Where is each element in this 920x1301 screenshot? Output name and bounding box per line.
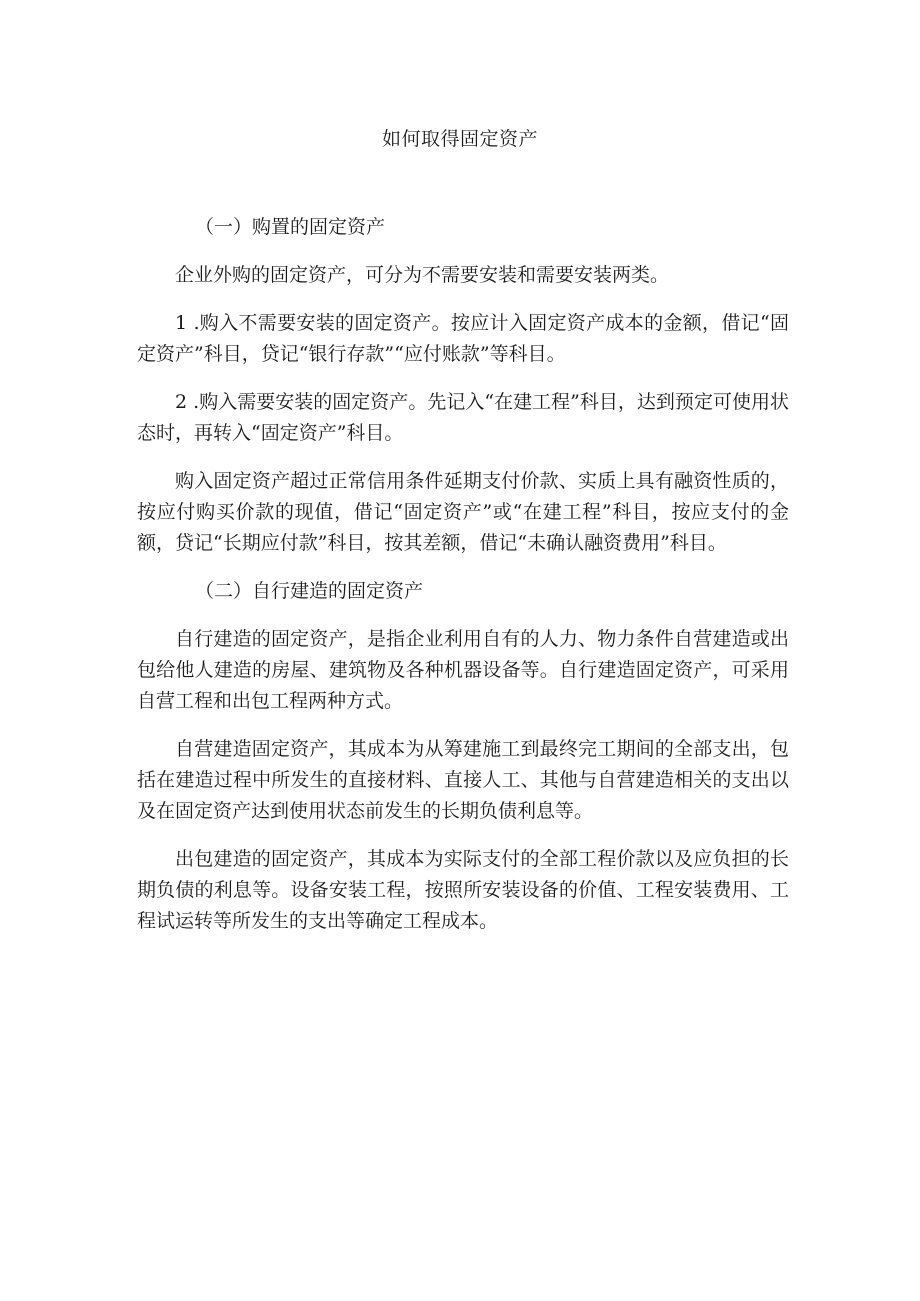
paragraph: 自行建造的固定资产，是指企业利用自有的人力、物力条件自营建造或出包给他人建造的房屋、建筑物及各种机器设备等。自行建造固定资产，可采用自营工程和出包工程两种方式。 <box>137 628 789 712</box>
document-title: 如何取得固定资产 <box>381 128 538 150</box>
paragraph: 企业外购的固定资产，可分为不需要安装和需要安装两类。 <box>175 264 670 286</box>
document-body <box>137 212 789 954</box>
paragraph: 出包建造的固定资产，其成本为实际支付的全部工程价款以及应负担的长期负债的利息等。设备安装工程，按照所安装设备的价值、工程安装费用、工程试运转等所发生的支出等确定工程成本。 <box>137 848 789 932</box>
section-heading-purchase: （一）购置的固定资产 <box>195 216 386 238</box>
paragraph: 自营建造固定资产，其成本为从筹建施工到最终完工期间的全部支出，包括在建造过程中所发生的直接材料、直接人工、其他与自营建造相关的支出以及在固定资产达到使用状态前发生的长期负债利息等。 <box>137 738 789 822</box>
paragraph: 购入固定资产超过正常信用条件延期支付价款、实质上具有融资性质的，按应付购买价款的现值，借记“固定资产”或“在建工程”科目，按应支付的金额，贷记“长期应付款”科目，按其差额，借记“未确认融资费用”科目。 <box>137 470 789 554</box>
paragraph: 2 .购入需要安装的固定资产。先记入“在建工程”科目，达到预定可使用状态时，再转入“固定资产”科目。 <box>137 391 789 444</box>
section-heading-self-built: （二）自行建造的固定资产 <box>195 580 424 602</box>
paragraph: 1 .购入不需要安装的固定资产。按应计入固定资产成本的金额，借记“固定资产”科目，贷记“银行存款”“应付账款”等科目。 <box>137 312 789 365</box>
